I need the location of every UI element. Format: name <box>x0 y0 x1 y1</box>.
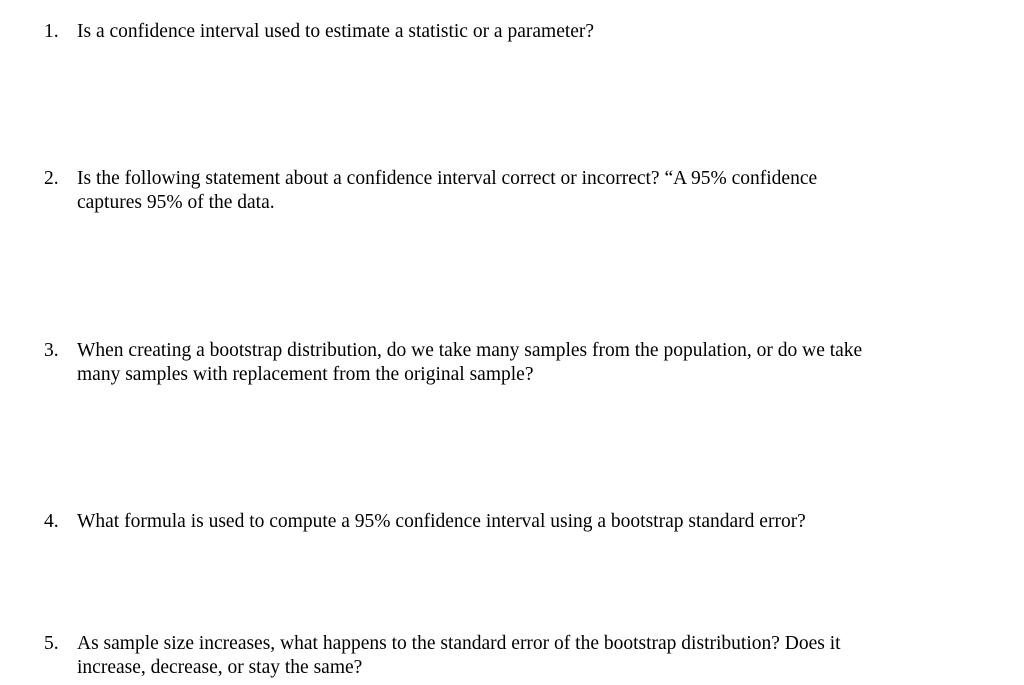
question-text: What formula is used to compute a 95% confidence interval using a bootstrap standard error? <box>77 511 806 532</box>
question-number: 3. <box>44 340 59 361</box>
question-text: As sample size increases, what happens to the standard error of the bootstrap distribution? Does it increase, decrease, or stay the same? <box>77 633 841 678</box>
question-number: 4. <box>44 511 59 532</box>
question-4 <box>44 510 974 534</box>
question-number: 2. <box>44 168 59 189</box>
question-1 <box>44 20 974 44</box>
question-5 <box>44 632 974 680</box>
question-text: When creating a bootstrap distribution, do we take many samples from the population, or do we take many samples with replacement from the original sample? <box>77 340 863 385</box>
question-number: 1. <box>44 21 59 42</box>
question-number: 5. <box>44 633 59 654</box>
question-2 <box>44 167 974 215</box>
question-text: Is the following statement about a confidence interval correct or incorrect? “A 95% confidence captures 95% of the data. <box>77 168 818 213</box>
question-text: Is a confidence interval used to estimate a statistic or a parameter? <box>77 21 595 42</box>
question-3 <box>44 339 974 387</box>
